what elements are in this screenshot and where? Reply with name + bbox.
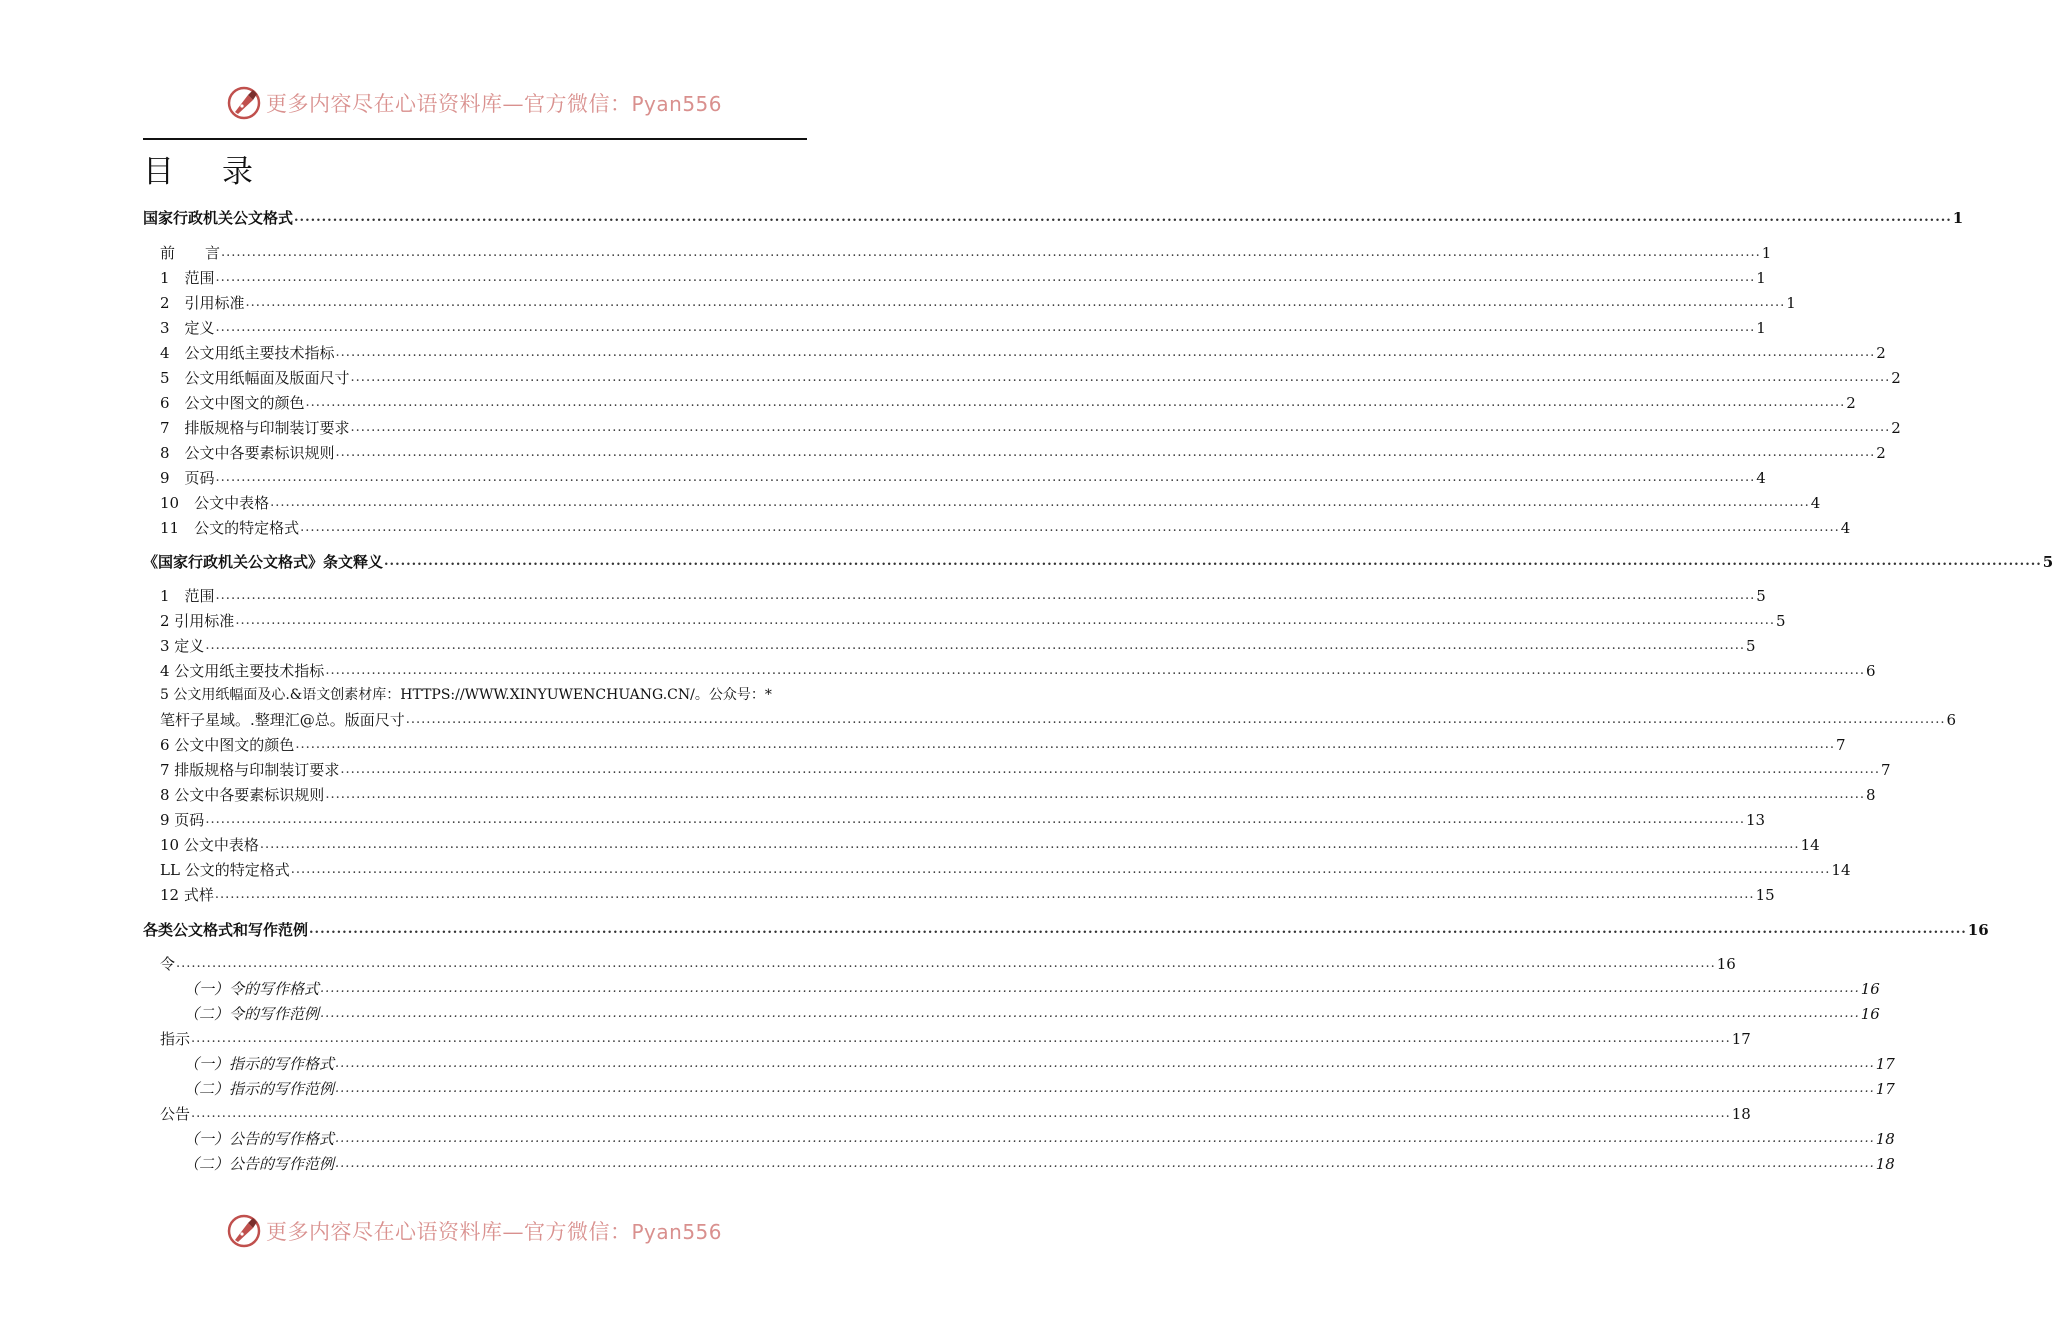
- header-banner: [0, 83, 950, 123]
- toc-entry[interactable]: 3 定义 ............................................................................................................................................................................................................................................................................................................ 5: [160, 637, 1756, 655]
- page-title: 目 录: [143, 154, 257, 190]
- toc-entry[interactable]: 1 范围 ............................................................................................................................................................................................................................................................................................................ 5: [160, 587, 1766, 605]
- toc-entry[interactable]: LL 公文的特定格式 ............................................................................................................................................................................................................................................................................................................ 14: [160, 861, 1851, 879]
- toc-entry[interactable]: 10 公文中表格 ............................................................................................................................................................................................................................................................................................................ 4: [160, 494, 1821, 512]
- toc-entry[interactable]: 9 页码 ............................................................................................................................................................................................................................................................................................................ 13: [160, 811, 1766, 829]
- toc-subentry[interactable]: （二）公告的写作范例 ............................................................................................................................................................................................................................................................................................................ 18: [184, 1155, 1895, 1173]
- toc-entry[interactable]: 8 公文中各要素标识规则 ............................................................................................................................................................................................................................................................................................................ 2: [160, 444, 1886, 462]
- banner-text: 更多内容尽在心语资料库—官方微信：Pyan556: [266, 92, 723, 116]
- header-rule: [143, 138, 807, 140]
- toc-subentry[interactable]: （一）公告的写作格式 ............................................................................................................................................................................................................................................................................................................ 18: [184, 1130, 1895, 1148]
- toc-entry[interactable]: 4 公文用纸主要技术指标 ............................................................................................................................................................................................................................................................................................................ 6: [160, 662, 1876, 680]
- toc-subentry[interactable]: （二）指示的写作范例 ............................................................................................................................................................................................................................................................................................................ 17: [184, 1080, 1895, 1098]
- banner-text: 更多内容尽在心语资料库—官方微信：Pyan556: [266, 1220, 723, 1244]
- toc-entry[interactable]: 4 公文用纸主要技术指标 ............................................................................................................................................................................................................................................................................................................ 2: [160, 344, 1886, 362]
- toc-section-heading[interactable]: 《国家行政机关公文格式》条文释义 ............................................................................................................................................................................................................................................................................................................ 5: [143, 553, 2053, 571]
- toc-subentry[interactable]: （二）令的写作范例 ............................................................................................................................................................................................................................................................................................................ 16: [184, 1005, 1880, 1023]
- toc-entry[interactable]: 2 引用标准 ............................................................................................................................................................................................................................................................................................................ 5: [160, 612, 1786, 630]
- toc-entry[interactable]: 3 定义 ............................................................................................................................................................................................................................................................................................................ 1: [160, 319, 1766, 337]
- toc-entry[interactable]: 1 范围 ............................................................................................................................................................................................................................................................................................................ 1: [160, 269, 1766, 287]
- toc-entry[interactable]: 11 公文的特定格式 ............................................................................................................................................................................................................................................................................................................ 4: [160, 519, 1851, 537]
- toc-entry[interactable]: 公告 ............................................................................................................................................................................................................................................................................................................ 18: [160, 1105, 1751, 1123]
- toc-entry[interactable]: 10 公文中表格 ............................................................................................................................................................................................................................................................................................................ 14: [160, 836, 1820, 854]
- toc-entry[interactable]: 5 公文用纸幅面及版面尺寸 ............................................................................................................................................................................................................................................................................................................ 2: [160, 369, 1901, 387]
- toc-entry[interactable]: 9 页码 ............................................................................................................................................................................................................................................................................................................ 4: [160, 469, 1766, 487]
- toc-entry[interactable]: 前 言 ............................................................................................................................................................................................................................................................................................................ 1: [160, 244, 1772, 262]
- toc-entry-wrapped-line[interactable]: 5 公文用纸幅面及心.&语文创素材库：HTTPS://WWW.XINYUWENCHUANG.CN/。公众号：*: [160, 687, 772, 703]
- toc-entry[interactable]: 7 排版规格与印制装订要求 ............................................................................................................................................................................................................................................................................................................ 7: [160, 761, 1891, 779]
- toc-entry[interactable]: 6 公文中图文的颜色 ............................................................................................................................................................................................................................................................................................................ 7: [160, 736, 1846, 754]
- toc-entry[interactable]: 8 公文中各要素标识规则 ............................................................................................................................................................................................................................................................................................................ 8: [160, 786, 1876, 804]
- pen-nib-logo-icon: [226, 85, 262, 121]
- toc-entry[interactable]: 指示 ............................................................................................................................................................................................................................................................................................................ 17: [160, 1030, 1751, 1048]
- toc-subentry[interactable]: （一）指示的写作格式 ............................................................................................................................................................................................................................................................................................................ 17: [184, 1055, 1895, 1073]
- toc-entry[interactable]: 7 排版规格与印制装订要求 ............................................................................................................................................................................................................................................................................................................ 2: [160, 419, 1901, 437]
- toc-section-heading[interactable]: 国家行政机关公文格式 ............................................................................................................................................................................................................................................................................................................ 1: [143, 209, 1964, 227]
- pen-nib-logo-icon: [226, 1213, 262, 1249]
- footer-banner: [0, 1211, 950, 1251]
- toc-entry[interactable]: 6 公文中图文的颜色 ............................................................................................................................................................................................................................................................................................................ 2: [160, 394, 1856, 412]
- toc-section-heading[interactable]: 各类公文格式和写作范例 ............................................................................................................................................................................................................................................................................................................ 16: [143, 921, 1989, 939]
- toc-subentry[interactable]: （一）令的写作格式 ............................................................................................................................................................................................................................................................................................................ 16: [184, 980, 1880, 998]
- toc-entry[interactable]: 2 引用标准 ............................................................................................................................................................................................................................................................................................................ 1: [160, 294, 1796, 312]
- toc-entry[interactable]: 12 式样 ............................................................................................................................................................................................................................................................................................................ 15: [160, 886, 1775, 904]
- toc-entry[interactable]: 令 ............................................................................................................................................................................................................................................................................................................ 16: [160, 955, 1736, 973]
- toc-entry[interactable]: 笔杆子星域。.整理汇@总。版面尺寸 ............................................................................................................................................................................................................................................................................................................ 6: [160, 711, 1957, 729]
